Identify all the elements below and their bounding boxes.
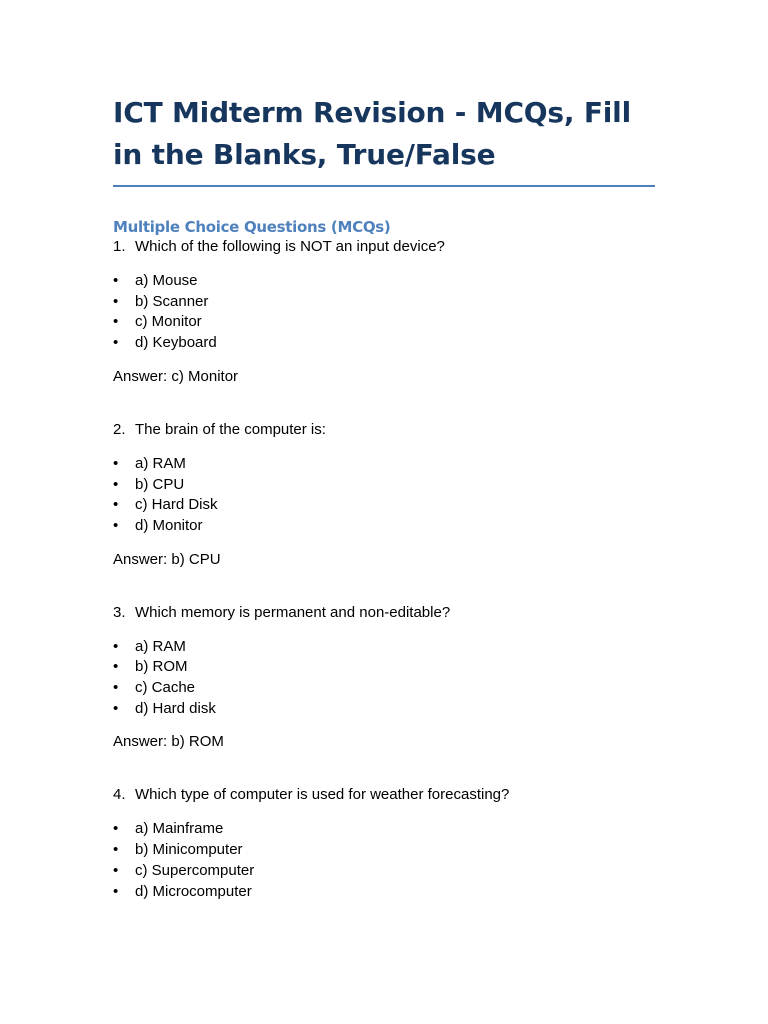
option-list xyxy=(113,819,655,902)
bullet-icon: • xyxy=(113,454,119,472)
bullet-icon: • xyxy=(113,516,119,534)
option-text: b) ROM xyxy=(135,658,188,676)
question xyxy=(113,785,655,805)
document-page xyxy=(113,92,655,902)
option-text: c) Supercomputer xyxy=(135,861,255,879)
answer-text: Answer: c) Monitor xyxy=(113,367,239,385)
bullet-icon: • xyxy=(113,334,119,352)
option-item xyxy=(113,454,655,475)
option-text: d) Hard disk xyxy=(135,699,216,717)
bullet-icon: • xyxy=(113,861,119,879)
question xyxy=(113,420,655,440)
document-title: ICT Midterm Revision - MCQs, Fill in the Blanks, True/False xyxy=(113,92,655,187)
question-block xyxy=(113,420,655,570)
option-text: d) Keyboard xyxy=(135,334,217,352)
answer-text: Answer: b) CPU xyxy=(113,550,221,568)
option-item xyxy=(113,495,655,516)
question xyxy=(113,603,655,623)
question-number: 2. xyxy=(113,420,126,438)
option-text: c) Hard Disk xyxy=(135,496,218,514)
option-text: b) Scanner xyxy=(135,292,209,310)
bullet-icon: • xyxy=(113,882,119,900)
question-number: 1. xyxy=(113,238,126,255)
option-text: b) CPU xyxy=(135,475,185,493)
option-item xyxy=(113,292,655,313)
option-item xyxy=(113,637,655,658)
option-item xyxy=(113,657,655,678)
option-item xyxy=(113,678,655,699)
option-list xyxy=(113,454,655,537)
bullet-icon: • xyxy=(113,475,119,493)
question-text: Which of the following is NOT an input device? xyxy=(135,238,445,255)
option-item xyxy=(113,312,655,333)
bullet-icon: • xyxy=(113,272,119,289)
question-block xyxy=(113,237,655,387)
bullet-icon: • xyxy=(113,658,119,676)
option-item xyxy=(113,271,655,292)
question-block xyxy=(113,603,655,753)
option-text: a) RAM xyxy=(135,637,186,655)
question-number: 3. xyxy=(113,603,126,621)
option-text: a) Mouse xyxy=(135,272,198,289)
option-item xyxy=(113,882,655,903)
answer-text: Answer: b) ROM xyxy=(113,733,224,751)
option-text: a) RAM xyxy=(135,454,186,472)
option-text: a) Mainframe xyxy=(135,820,224,838)
bullet-icon: • xyxy=(113,679,119,697)
bullet-icon: • xyxy=(113,292,119,310)
option-text: c) Cache xyxy=(135,679,196,697)
option-item xyxy=(113,475,655,496)
question-text: Which memory is permanent and non-editable? xyxy=(135,603,451,621)
question-block xyxy=(113,785,655,902)
bullet-icon: • xyxy=(113,841,119,859)
option-text: d) Microcomputer xyxy=(135,882,252,900)
bullet-icon: • xyxy=(113,313,119,331)
section-heading-mcqs: Multiple Choice Questions (MCQs) xyxy=(113,218,391,236)
option-item xyxy=(113,333,655,354)
question xyxy=(113,237,655,257)
bullet-icon: • xyxy=(113,496,119,514)
question-text: The brain of the computer is: xyxy=(135,420,326,438)
question-text: Which type of computer is used for weather forecasting? xyxy=(135,786,510,804)
option-text: b) Minicomputer xyxy=(135,841,243,859)
option-list xyxy=(113,271,655,354)
question-list xyxy=(113,237,655,902)
option-item xyxy=(113,861,655,882)
option-item xyxy=(113,840,655,861)
option-text: c) Monitor xyxy=(135,313,202,331)
option-item xyxy=(113,819,655,840)
bullet-icon: • xyxy=(113,820,119,838)
question-number: 4. xyxy=(113,786,126,804)
option-text: d) Monitor xyxy=(135,516,203,534)
bullet-icon: • xyxy=(113,699,119,717)
bullet-icon: • xyxy=(113,637,119,655)
option-item xyxy=(113,516,655,537)
option-item xyxy=(113,699,655,720)
option-list xyxy=(113,637,655,720)
